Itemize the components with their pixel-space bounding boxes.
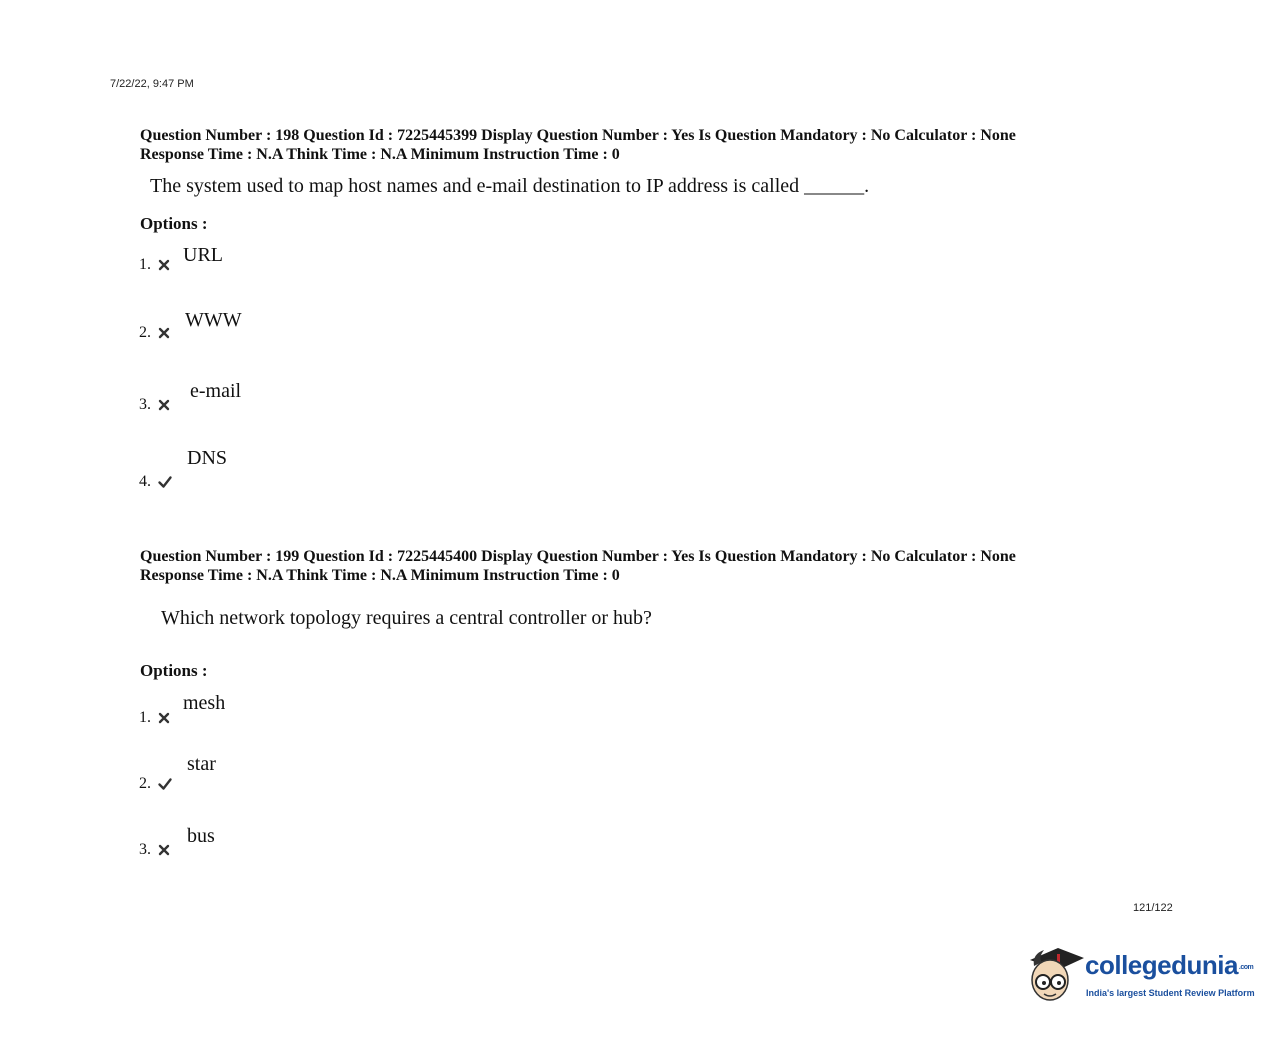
option-number: 3. — [139, 396, 171, 414]
option-text: e-mail — [190, 380, 242, 402]
option-text: star — [187, 753, 216, 775]
options-label: Options : — [140, 214, 208, 233]
option-text: mesh — [183, 692, 226, 714]
question-meta-line2: Response Time : N.A Think Time : N.A Minimum Instruction Time : 0 — [140, 567, 620, 584]
option-number: 3. — [139, 841, 171, 859]
page-number: 121/122 — [1133, 902, 1173, 914]
question-text: The system used to map host names and e-mail destination to IP address is called ______. — [150, 175, 870, 197]
option-number: 4. — [139, 473, 173, 491]
cross-icon — [157, 843, 171, 857]
options-label: Options : — [140, 661, 208, 680]
mascot-logo-icon — [1024, 940, 1086, 1006]
question-meta-line1: Question Number : 199 Question Id : 7225445400 Display Question Number : Yes Is Question Mandatory : No Calculator : None — [140, 548, 1016, 565]
option-number: 2. — [139, 775, 173, 793]
question-meta-line1: Question Number : 198 Question Id : 7225445399 Display Question Number : Yes Is Question Mandatory : No Calculator : None — [140, 127, 1016, 144]
option-number: 1. — [139, 256, 171, 274]
cross-icon — [157, 711, 171, 725]
option-text: WWW — [185, 309, 242, 331]
option-number: 1. — [139, 709, 171, 727]
check-icon — [157, 777, 173, 791]
option-text: DNS — [187, 447, 228, 469]
brand-tagline: India's largest Student Review Platform — [1086, 988, 1255, 998]
question-meta-line2: Response Time : N.A Think Time : N.A Minimum Instruction Time : 0 — [140, 146, 620, 163]
cross-icon — [157, 398, 171, 412]
brand-name: collegedunia.com — [1085, 950, 1254, 980]
cross-icon — [157, 326, 171, 340]
option-text: bus — [187, 825, 215, 847]
cross-icon — [157, 258, 171, 272]
option-number: 2. — [139, 324, 171, 342]
question-text: Which network topology requires a central controller or hub? — [161, 607, 652, 629]
check-icon — [157, 475, 173, 489]
timestamp: 7/22/22, 9:47 PM — [110, 78, 194, 90]
option-text: URL — [183, 244, 223, 266]
